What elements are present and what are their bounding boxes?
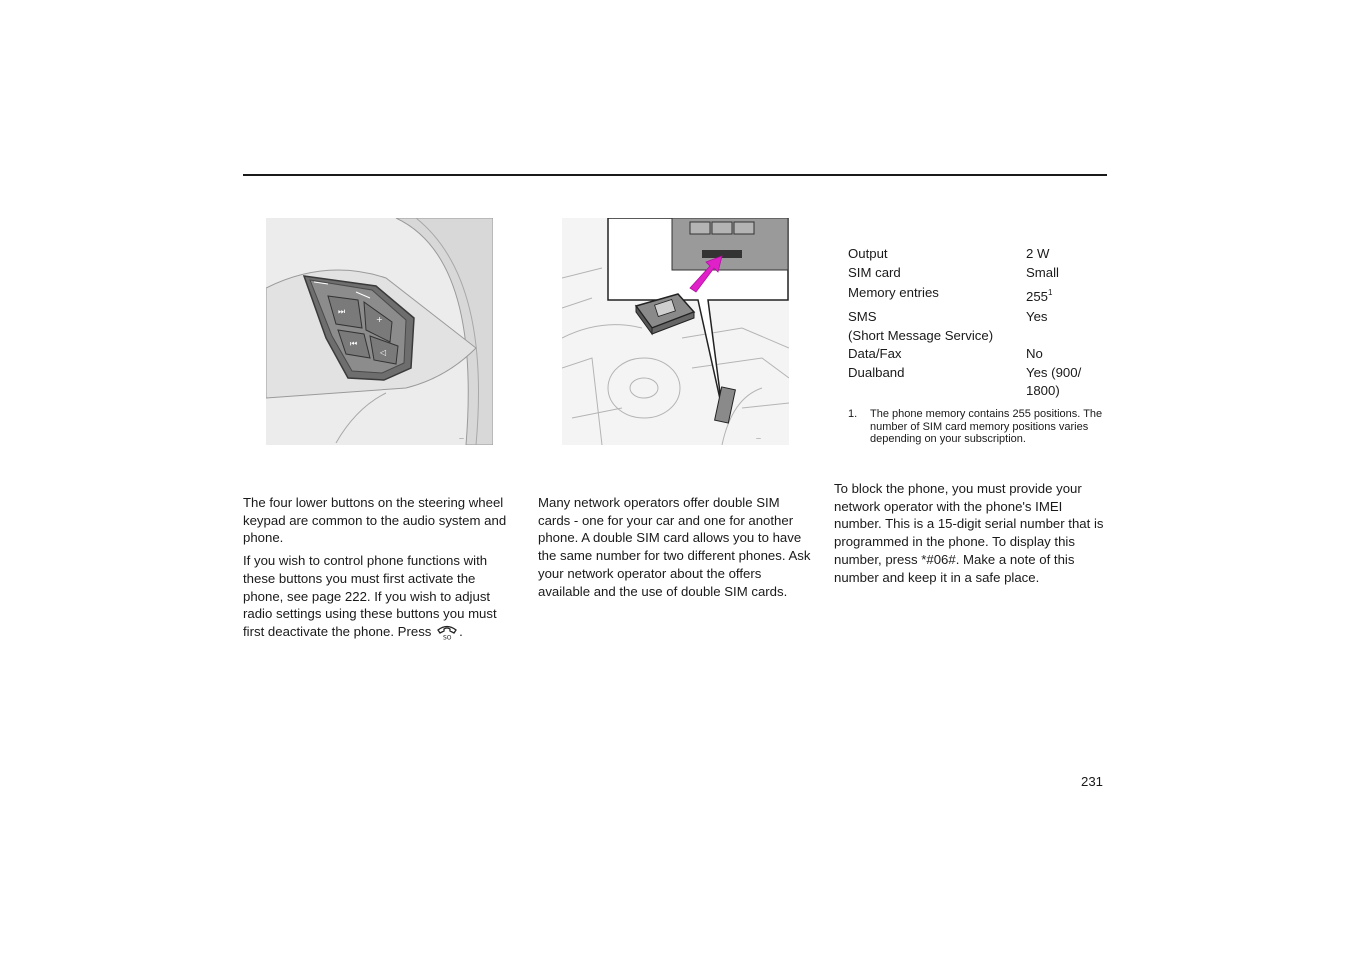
spec-value: Yes (900/ [1026,364,1082,380]
memory-value: 255 [1026,289,1049,304]
steering-wheel-keypad-figure [266,218,493,445]
spec-key: (Short Message Service) [848,327,994,343]
spec-row-memory-entries [848,282,1108,308]
spec-value: No [1026,346,1043,361]
spec-value [1026,282,1108,308]
phone-activation-text: If you wish to control phone functions with these buttons you must first activate the phone, see page 222. If you wish to adjust radio settings using these buttons you must first deactivate the phone. Press [243,553,497,639]
column-2-text [538,494,813,605]
spec-row-sim-card [848,264,1108,283]
spec-key: Dualband [848,364,905,380]
spec-value: Yes [1026,309,1048,324]
svg-text:—: — [756,436,761,442]
phone-spec-table [848,245,1108,401]
column-3-text [834,480,1109,591]
spec-row-dualband [848,364,1108,383]
spec-row-data-fax [848,345,1108,364]
footnote-text: The phone memory contains 255 positions. The number of SIM card memory positions varies depending on your subscription. [870,408,1103,446]
page-number: 231 [1081,774,1104,789]
steering-keypad-paragraph: The four lower buttons on the steering wheel keypad are common to the audio system and phone. [243,495,507,546]
spec-key: Memory entries [848,285,939,300]
spec-key [848,382,1026,401]
svg-text:⏮: ⏮ [350,339,358,348]
spec-row-output [848,245,1108,264]
phone-hangup-icon [435,624,459,640]
double-sim-paragraph: Many network operators offer double SIM cards - one for your car and one for another phone. A double SIM card allows you to have the same number for two different phones. Ask your network operator about the offers available and the use of double SIM cards. [538,495,811,599]
phone-activation-paragraph [243,552,518,641]
spec-key: SMS [848,309,877,324]
footnote-number: 1. [848,408,858,420]
sim-card-insertion-figure [562,218,789,445]
svg-text:SO: SO [443,634,452,640]
spec-row-dualband-cont [848,382,1108,401]
svg-text:+: + [376,315,383,324]
spec-row-sms-desc [848,327,1108,346]
spec-key: Data/Fax [848,346,902,361]
phone-activation-end: . [459,623,463,639]
svg-text:—: — [459,436,464,442]
memory-footnote [848,408,1110,446]
spec-value: 1800) [1026,383,1060,398]
footnote-marker: 1 [1048,288,1053,297]
spec-value: 2 W [1026,246,1050,261]
spec-row-sms [848,308,1108,327]
spec-key: SIM card [848,264,901,280]
spec-value [1026,327,1108,346]
spec-key: Output [848,246,888,261]
svg-text:⏭: ⏭ [338,307,346,316]
header-rule [243,174,1107,176]
svg-text:◁: ◁ [380,348,387,357]
column-1-text [243,494,518,646]
imei-paragraph: To block the phone, you must provide your network operator with the phone's IMEI number. This is a 15-digit serial number that is programmed in the phone. To display this number, press *#06#. Make a note of this number and keep it in a safe place. [834,481,1104,585]
spec-value: Small [1026,264,1059,280]
